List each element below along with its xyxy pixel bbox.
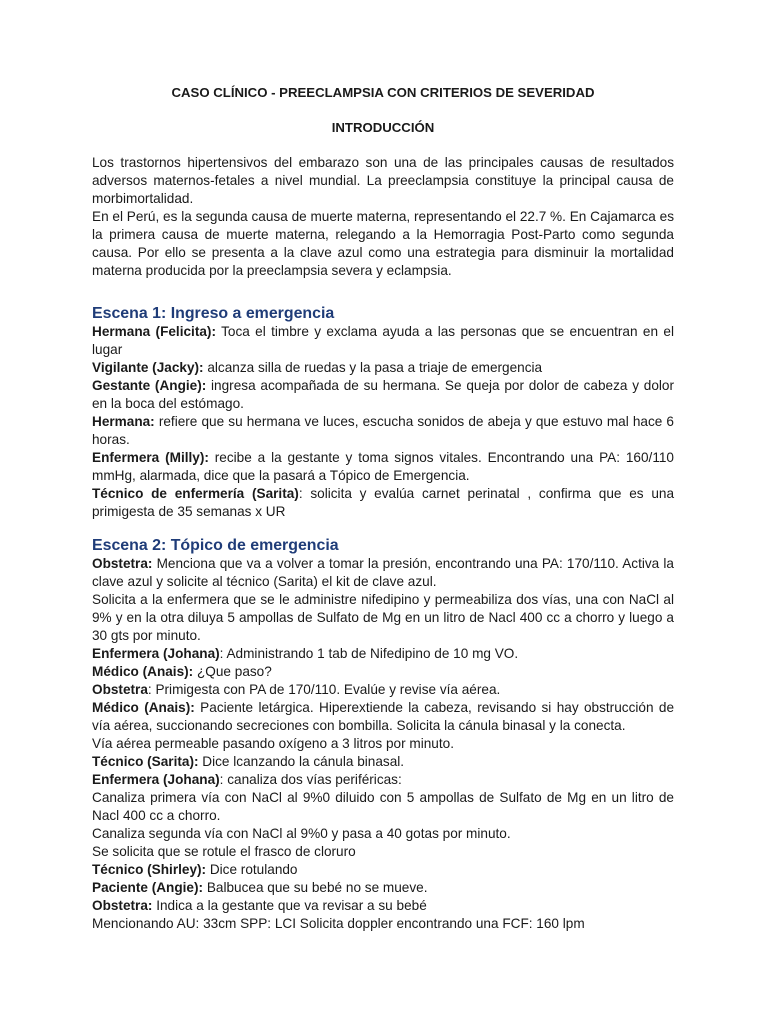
dialogue-text: Paciente letárgica. Hiperextiende la cabeza, revisando si hay obstrucción de vía aérea, succionando secreciones con bombilla. Solicita la cánula binasal y la conecta. bbox=[92, 700, 675, 733]
intro-paragraph: En el Perú, es la segunda causa de muerte materna, representando el 22.7 %. En Cajamarca es la primera causa de muerte materna, relegando a la Hemorragia Post-Parto como segunda causa. Por ello se presenta a la clave azul como una estrategia para disminuir la mortalidad materna producida por la preeclampsia severa y eclampsia. bbox=[92, 209, 674, 278]
speaker-name: Técnico (Sarita): bbox=[92, 754, 199, 769]
dialogue-line bbox=[92, 825, 674, 843]
speaker-name: Técnico (Shirley): bbox=[92, 862, 207, 877]
speaker-name: Médico (Anais): bbox=[92, 664, 194, 679]
document-content bbox=[92, 84, 674, 933]
dialogue-line bbox=[92, 879, 674, 897]
dialogue-text: ingresa acompañada de su hermana. Se queja por dolor de cabeza y dolor en la boca del estómago. bbox=[92, 378, 674, 411]
dialogue-text: alcanza silla de ruedas y la pasa a triaje de emergencia bbox=[203, 360, 543, 375]
dialogue-text: Mencionando AU: 33cm SPP: LCI Solicita doppler encontrando una FCF: 160 lpm bbox=[92, 916, 585, 931]
dialogue-text: refiere que su hermana ve luces, escucha sonidos de abeja y que estuvo mal hace 6 horas. bbox=[92, 414, 674, 447]
dialogue-line bbox=[92, 555, 674, 591]
dialogue-line bbox=[92, 699, 674, 735]
dialogue-text: ¿Que paso? bbox=[193, 664, 272, 679]
dialogue-text: Dice lcanzando la cánula binasal. bbox=[198, 754, 405, 769]
speaker-name: Enfermera (Johana) bbox=[92, 646, 220, 661]
scene-1-title: Escena 1: Ingreso a emergencia bbox=[92, 305, 335, 322]
dialogue-line bbox=[92, 663, 674, 681]
scene-2-dialogue bbox=[92, 555, 674, 933]
dialogue-line bbox=[92, 377, 674, 413]
dialogue-line bbox=[92, 753, 674, 771]
dialogue-text: Indica a la gestante que va revisar a su bebé bbox=[152, 898, 427, 913]
dialogue-text: Canaliza segunda vía con NaCl al 9%0 y pasa a 40 gotas por minuto. bbox=[92, 826, 511, 841]
document-title: CASO CLÍNICO - PREECLAMPSIA CON CRITERIOS DE SEVERIDAD bbox=[171, 85, 595, 100]
dialogue-text: : solicita y evalúa carnet perinatal , confirma que es una primigesta de 35 semanas x UR bbox=[92, 486, 674, 519]
dialogue-text: Dice rotulando bbox=[206, 862, 298, 877]
dialogue-line bbox=[92, 485, 674, 521]
dialogue-line bbox=[92, 861, 674, 879]
speaker-name: Obstetra bbox=[92, 682, 148, 697]
speaker-name: Enfermera (Milly): bbox=[92, 450, 209, 465]
dialogue-text: : Administrando 1 tab de Nifedipino de 10 mg VO. bbox=[219, 646, 519, 661]
dialogue-line bbox=[92, 789, 674, 825]
dialogue-line bbox=[92, 645, 674, 663]
speaker-name: Obstetra: bbox=[92, 556, 153, 571]
speaker-name: Gestante (Angie): bbox=[92, 378, 207, 393]
dialogue-line bbox=[92, 843, 674, 861]
scene-2-title: Escena 2: Tópico de emergencia bbox=[92, 537, 339, 554]
speaker-name: Técnico de enfermería (Sarita) bbox=[92, 486, 299, 501]
dialogue-line bbox=[92, 359, 674, 377]
dialogue-line bbox=[92, 915, 674, 933]
dialogue-text: recibe a la gestante y toma signos vitales. Encontrando una PA: 160/110 mmHg, alarmada, dice que la pasará a Tópico de Emergencia. bbox=[92, 450, 674, 483]
dialogue-text: Canaliza primera vía con NaCl al 9%0 diluido con 5 ampollas de Sulfato de Mg en un litro de Nacl 400 cc a chorro. bbox=[92, 790, 674, 823]
speaker-name: Hermana: bbox=[92, 414, 155, 429]
dialogue-text: Solicita a la enfermera que se le administre nifedipino y permeabiliza dos vías, una con NaCl al 9% y en la otra diluya 5 ampollas de Sulfato de Mg en un litro de Nacl 400 cc a chorro y luego a 30 gts por minuto. bbox=[92, 592, 674, 643]
dialogue-text: Balbucea que su bebé no se mueve. bbox=[203, 880, 428, 895]
dialogue-text: Toca el timbre y exclama ayuda a las personas que se encuentran en el lugar bbox=[92, 324, 674, 357]
dialogue-text: : canaliza dos vías periféricas: bbox=[219, 772, 402, 787]
speaker-name: Médico (Anais): bbox=[92, 700, 195, 715]
intro-paragraph: Los trastornos hipertensivos del embarazo son una de las principales causas de resultados adversos maternos-fetales a nivel mundial. La preeclampsia constituye la principal causa de morbimortalidad. bbox=[92, 155, 674, 206]
speaker-name: Enfermera (Johana) bbox=[92, 772, 220, 787]
dialogue-text: Se solicita que se rotule el frasco de cloruro bbox=[92, 844, 356, 859]
dialogue-text: Vía aérea permeable pasando oxígeno a 3 litros por minuto. bbox=[92, 736, 454, 751]
dialogue-text: Menciona que va a volver a tomar la presión, encontrando una PA: 170/110. Activa la clave azul y solicite al técnico (Sarita) el kit de clave azul. bbox=[92, 556, 674, 589]
section-heading-introduccion: INTRODUCCIÓN bbox=[331, 120, 435, 135]
dialogue-line bbox=[92, 735, 674, 753]
speaker-name: Hermana (Felicita): bbox=[92, 324, 216, 339]
dialogue-line bbox=[92, 897, 674, 915]
dialogue-text: : Primigesta con PA de 170/110. Evalúe y revise vía aérea. bbox=[147, 682, 501, 697]
speaker-name: Paciente (Angie): bbox=[92, 880, 204, 895]
dialogue-line bbox=[92, 449, 674, 485]
intro-section bbox=[92, 154, 674, 280]
dialogue-line bbox=[92, 413, 674, 449]
speaker-name: Obstetra: bbox=[92, 898, 153, 913]
scene-1-dialogue bbox=[92, 323, 674, 521]
dialogue-line bbox=[92, 323, 674, 359]
dialogue-line bbox=[92, 591, 674, 645]
dialogue-line bbox=[92, 681, 674, 699]
dialogue-line bbox=[92, 771, 674, 789]
speaker-name: Vigilante (Jacky): bbox=[92, 360, 204, 375]
